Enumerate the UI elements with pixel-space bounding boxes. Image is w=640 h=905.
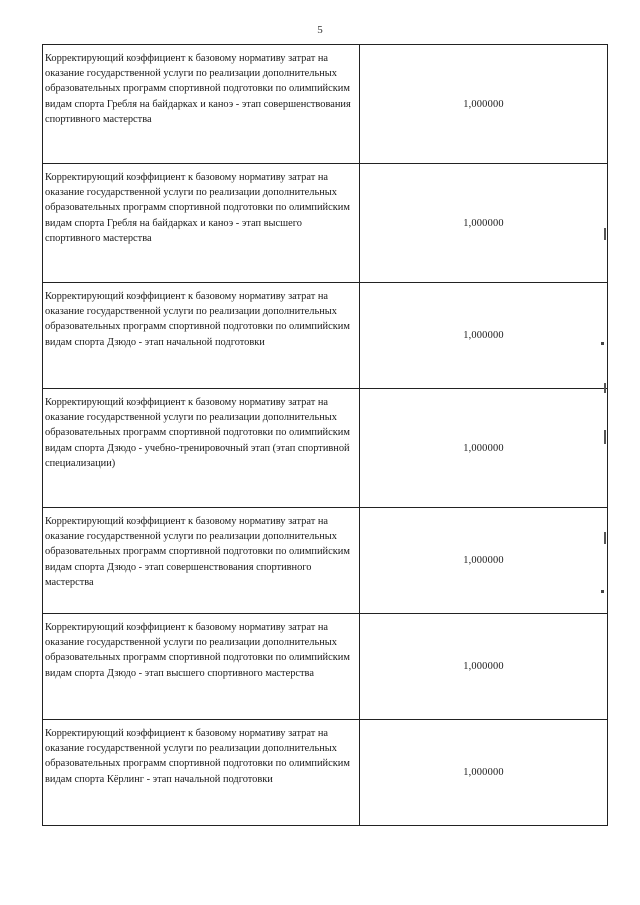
scan-artifact	[604, 228, 606, 240]
row-value: 1,000000	[360, 389, 608, 508]
row-description: Корректирующий коэффициент к базовому нормативу затрат на оказание государственной услуги по реализации дополнительных образовательных программ спортивной подготовки по олимпийским видам спорта Кёрлинг - этап начальной подготовки	[43, 720, 360, 826]
coefficients-table	[42, 44, 608, 826]
row-value: 1,000000	[360, 45, 608, 164]
scan-artifact	[604, 532, 606, 544]
row-value: 1,000000	[360, 283, 608, 389]
scan-artifact	[601, 590, 604, 593]
table-row	[43, 283, 608, 389]
row-description: Корректирующий коэффициент к базовому нормативу затрат на оказание государственной услуги по реализации дополнительных образовательных программ спортивной подготовки по олимпийским видам спорта Дзюдо - этап совершенствования спортивного мастерства	[43, 508, 360, 614]
row-description: Корректирующий коэффициент к базовому нормативу затрат на оказание государственной услуги по реализации дополнительных образовательных программ спортивной подготовки по олимпийским видам спорта Гребля на байдарках и каноэ - этап высшего спортивного мастерства	[43, 164, 360, 283]
page-number: 5	[317, 24, 323, 36]
row-description: Корректирующий коэффициент к базовому нормативу затрат на оказание государственной услуги по реализации дополнительных образовательных программ спортивной подготовки по олимпийским видам спорта Дзюдо - учебно-тренировочный этап (этап спортивной специализации)	[43, 389, 360, 508]
row-description: Корректирующий коэффициент к базовому нормативу затрат на оказание государственной услуги по реализации дополнительных образовательных программ спортивной подготовки по олимпийским видам спорта Дзюдо - этап начальной подготовки	[43, 283, 360, 389]
table-row	[43, 614, 608, 720]
scan-artifact	[601, 342, 604, 345]
scan-artifact	[604, 430, 606, 444]
table-row	[43, 45, 608, 164]
scan-artifact	[604, 383, 606, 393]
table-row	[43, 164, 608, 283]
table-row	[43, 508, 608, 614]
row-value: 1,000000	[360, 614, 608, 720]
table-row	[43, 720, 608, 826]
row-description: Корректирующий коэффициент к базовому нормативу затрат на оказание государственной услуги по реализации дополнительных образовательных программ спортивной подготовки по олимпийским видам спорта Гребля на байдарках и каноэ - этап совершенствования спортивного мастерства	[43, 45, 360, 164]
row-value: 1,000000	[360, 164, 608, 283]
row-value: 1,000000	[360, 720, 608, 826]
row-description: Корректирующий коэффициент к базовому нормативу затрат на оказание государственной услуги по реализации дополнительных образовательных программ спортивной подготовки по олимпийским видам спорта Дзюдо - этап высшего спортивного мастерства	[43, 614, 360, 720]
row-value: 1,000000	[360, 508, 608, 614]
table-row	[43, 389, 608, 508]
